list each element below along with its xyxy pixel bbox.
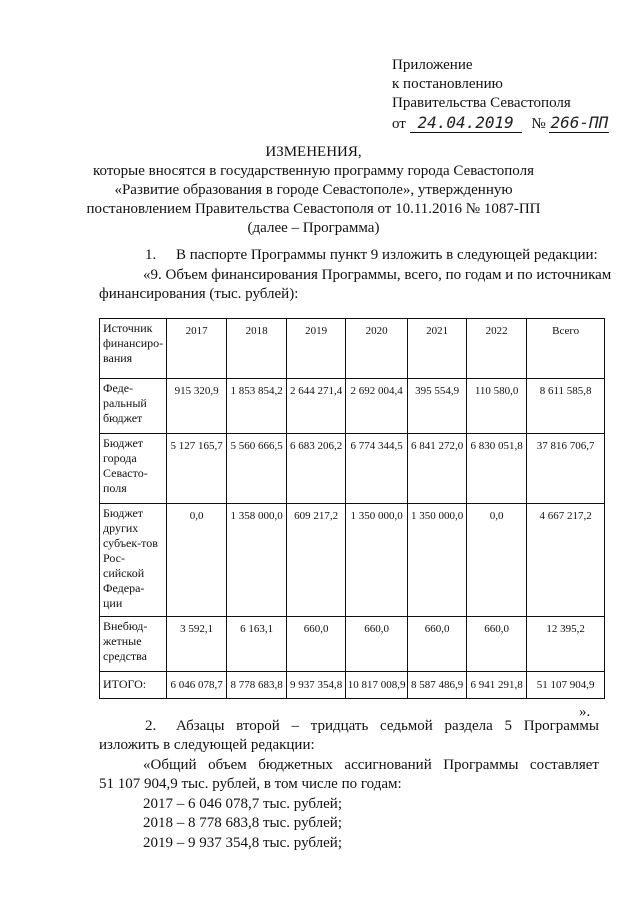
date-prefix: от: [392, 116, 406, 132]
header-2019: 2019: [287, 319, 346, 379]
header-total: Всего: [527, 319, 605, 379]
point2-quote-line2: 51 107 904,9 тыс. рублей, в том числе по годам:: [99, 776, 402, 792]
header-2018: 2018: [227, 319, 287, 379]
total-cell: 9 937 354,8: [287, 672, 346, 699]
total-label: ИТОГО:: [100, 672, 167, 699]
table-row: [100, 504, 605, 617]
cell: 6 163,1: [227, 617, 287, 672]
cell: 0,0: [167, 504, 227, 617]
table-closing-quote: ».: [579, 704, 591, 720]
point1-quote-line1: «9. Объем финансирования Программы, всего, по годам и по источникам: [143, 267, 612, 283]
cell: 6 774 344,5: [346, 434, 408, 504]
cell: 3 592,1: [167, 617, 227, 672]
cell: 609 217,2: [287, 504, 346, 617]
total-cell: 6 941 291,8: [467, 672, 527, 699]
header-2021: 2021: [408, 319, 467, 379]
point2-quote-line1: «Общий объем бюджетных ассигнований Программы составляет: [143, 757, 599, 773]
document-title: [0, 143, 627, 238]
cell: 1 358 000,0: [227, 504, 287, 617]
table-row: [100, 379, 605, 434]
title-line-2: «Развитие образования в городе Севастополе», утвержденную: [114, 182, 513, 198]
row-source: Феде-ральный бюджет: [100, 379, 167, 434]
cell: 5 560 666,5: [227, 434, 287, 504]
approval-header: [392, 56, 609, 134]
header-source: Источник финансиро-вания: [100, 319, 167, 379]
row-source: Бюджет города Севасто-поля: [100, 434, 167, 504]
title-line-3: постановлением Правительства Севастополя от 10.11.2016 № 1087-ПП: [86, 201, 541, 217]
cell: 4 667 217,2: [527, 504, 605, 617]
cell: 6 683 206,2: [287, 434, 346, 504]
total-cell: 6 046 078,7: [167, 672, 227, 699]
cell: 5 127 165,7: [167, 434, 227, 504]
cell: 37 816 706,7: [527, 434, 605, 504]
cell: 2 644 271,4: [287, 379, 346, 434]
total-cell: 8 587 486,9: [408, 672, 467, 699]
financing-table: [99, 318, 605, 699]
number-prefix: №: [531, 116, 546, 132]
handwritten-number: 266-ПП: [550, 113, 609, 132]
header-line-2: к постановлению: [392, 76, 503, 92]
year-line-2018: 2018 – 8 778 683,8 тыс. рублей;: [143, 815, 342, 831]
cell: 2 692 004,4: [346, 379, 408, 434]
row-source: Внебюд-жетные средства: [100, 617, 167, 672]
cell: 1 853 854,2: [227, 379, 287, 434]
cell: 660,0: [467, 617, 527, 672]
cell: 12 395,2: [527, 617, 605, 672]
table-row: [100, 617, 605, 672]
point1-number: 1.: [145, 247, 157, 263]
header-2022: 2022: [467, 319, 527, 379]
total-cell: 51 107 904,9: [527, 672, 605, 699]
title-line-1: которые вносятся в государственную программу города Севастополя: [93, 163, 534, 179]
title-line-4: (далее – Программа): [247, 220, 380, 236]
cell: 395 554,9: [408, 379, 467, 434]
cell: 6 830 051,8: [467, 434, 527, 504]
year-line-2017: 2017 – 6 046 078,7 тыс. рублей;: [143, 796, 342, 812]
header-line-1: Приложение: [392, 57, 473, 73]
cell: 660,0: [346, 617, 408, 672]
cell: 110 580,0: [467, 379, 527, 434]
cell: 0,0: [467, 504, 527, 617]
row-source: Бюджет других субъек-тов Рос-сийской Федера-ции: [100, 504, 167, 617]
point1-quote-line2: финансирования (тыс. рублей):: [99, 286, 299, 302]
cell: 915 320,9: [167, 379, 227, 434]
year-line-2019: 2019 – 9 937 354,8 тыс. рублей;: [143, 835, 342, 851]
header-line-3: Правительства Севастополя: [392, 95, 571, 111]
header-2020: 2020: [346, 319, 408, 379]
point1-text: В паспорте Программы пункт 9 изложить в следующей редакции:: [176, 247, 598, 263]
cell: 1 350 000,0: [346, 504, 408, 617]
total-cell: 10 817 008,9: [346, 672, 408, 699]
table-header-row: [100, 319, 605, 379]
point2-text-line2: изложить в следующей редакции:: [99, 737, 315, 753]
cell: 660,0: [287, 617, 346, 672]
point2-text-line1: Абзацы второй – тридцать седьмой раздела 5 Программы: [176, 718, 599, 734]
cell: 1 350 000,0: [408, 504, 467, 617]
table-total-row: [100, 672, 605, 699]
cell: 6 841 272,0: [408, 434, 467, 504]
table-row: [100, 434, 605, 504]
handwritten-date: 24.04.2019: [410, 113, 522, 133]
header-date-line: [392, 113, 609, 134]
total-cell: 8 778 683,8: [227, 672, 287, 699]
title-main: ИЗМЕНЕНИЯ,: [265, 144, 362, 160]
point2-number: 2.: [145, 718, 157, 734]
cell: 660,0: [408, 617, 467, 672]
cell: 8 611 585,8: [527, 379, 605, 434]
header-2017: 2017: [167, 319, 227, 379]
